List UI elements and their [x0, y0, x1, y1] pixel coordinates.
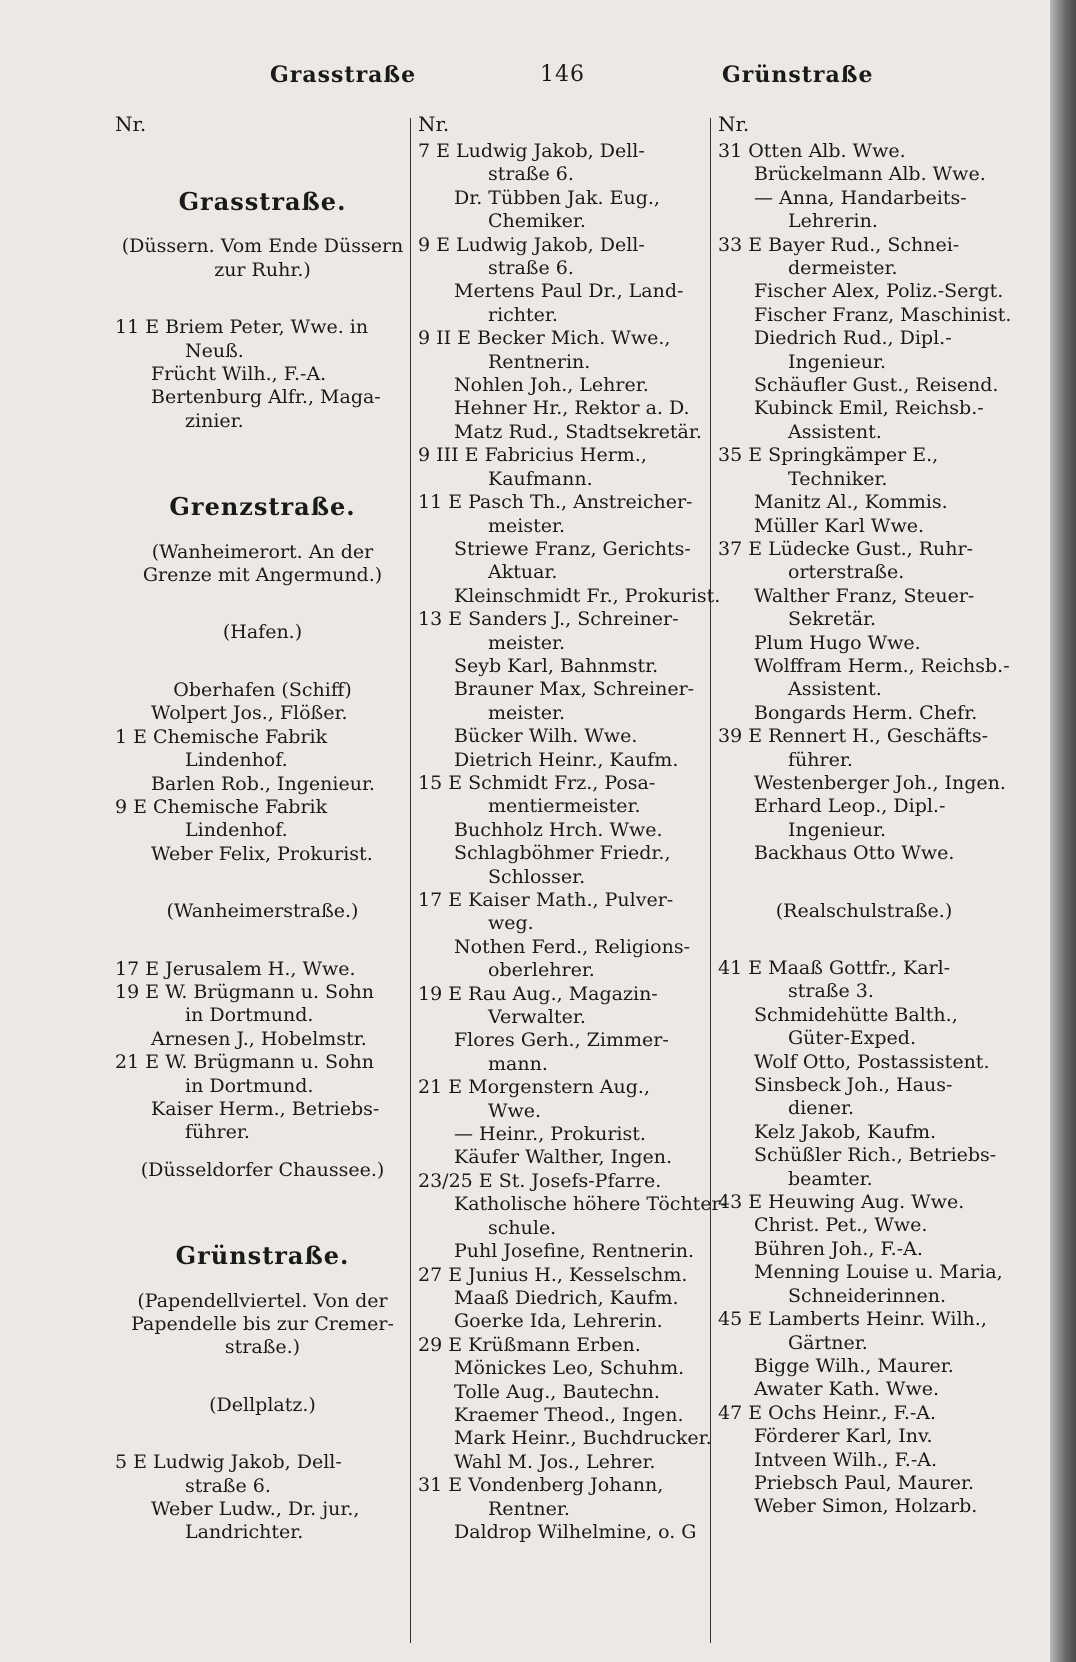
resident-entry: Buchholz Hrch. Wwe.	[454, 818, 663, 841]
house-entry: 19 E Rau Aug., Magazin-	[418, 982, 658, 1005]
resident-entry: Bigge Wilh., Maurer.	[754, 1354, 954, 1377]
column-rule-2	[710, 118, 711, 1643]
resident-entry: Schmidehütte Balth.,	[754, 1003, 958, 1026]
house-entry: 1 E Chemische Fabrik	[115, 725, 328, 748]
entry-continuation: Assistent.	[788, 678, 882, 701]
resident-entry: Awater Kath. Wwe.	[754, 1378, 940, 1401]
column-3	[718, 140, 1010, 1519]
resident-entry: Striewe Franz, Gerichts-	[454, 537, 691, 560]
column-rule-1	[410, 118, 411, 1643]
house-entry: 7 E Ludwig Jakob, Dell-	[418, 140, 645, 162]
resident-entry: Puhl Josefine, Rentnerin.	[454, 1240, 694, 1263]
resident-entry: Kelz Jakob, Kaufm.	[754, 1120, 937, 1143]
running-head-right: Grünstraße	[722, 62, 874, 88]
resident-entry: Müller Karl Wwe.	[754, 514, 925, 537]
resident-entry: Fischer Alex, Poliz.-Sergt.	[754, 280, 1004, 303]
house-entry: 9 E Chemische Fabrik	[115, 795, 328, 818]
resident-entry: Brückelmann Alb. Wwe.	[754, 163, 986, 186]
resident-entry: — Heinr., Prokurist.	[454, 1123, 646, 1146]
entry-continuation: Verwalter.	[488, 1006, 586, 1029]
resident-entry: Westenberger Joh., Ingen.	[754, 771, 1006, 794]
entry-continuation: meister.	[488, 631, 566, 654]
entry-continuation: Rentner.	[488, 1497, 570, 1520]
resident-entry: Kraemer Theod., Ingen.	[454, 1403, 684, 1426]
resident-entry: Wahl M. Jos., Lehrer.	[454, 1450, 656, 1473]
house-entry: 9 E Ludwig Jakob, Dell-	[418, 233, 645, 256]
nr-label-col3: Nr.	[718, 112, 750, 136]
house-entry: 33 E Bayer Rud., Schnei-	[718, 233, 960, 256]
entry-continuation: richter.	[488, 303, 558, 326]
street-note: Grenze mit Angermund.)	[142, 564, 383, 587]
street-note: (Realschulstraße.)	[775, 899, 953, 922]
entry-continuation: oberlehrer.	[488, 959, 595, 982]
entry-continuation: Güter-Exped.	[788, 1027, 916, 1050]
street-note: Papendelle bis zur Cremer-	[131, 1313, 394, 1335]
nr-label-col2: Nr.	[418, 112, 450, 136]
house-entry: 11 E Pasch Th., Anstreicher-	[418, 491, 693, 514]
house-entry: 45 E Lamberts Heinr. Wilh.,	[718, 1308, 987, 1331]
spacer	[115, 1182, 410, 1244]
spacer	[718, 923, 1010, 957]
house-entry: 11 E Briem Peter, Wwe. in	[115, 316, 369, 339]
house-entry: 17 E Kaiser Math., Pulver-	[418, 889, 674, 911]
entry-continuation: diener.	[788, 1097, 854, 1120]
house-entry: 43 E Heuwing Aug. Wwe.	[718, 1191, 965, 1214]
resident-entry: Nohlen Joh., Lehrer.	[454, 374, 649, 397]
entry-continuation: Kaufmann.	[488, 467, 593, 490]
entry-continuation: straße 6.	[488, 163, 574, 186]
resident-entry: Wolpert Jos., Flößer.	[151, 702, 348, 725]
entry-continuation: orterstraße.	[788, 561, 905, 584]
entry-continuation: mentiermeister.	[488, 795, 641, 818]
resident-entry: Brauner Max, Schreiner-	[454, 678, 695, 701]
running-head-left: Grasstraße	[270, 62, 417, 88]
spacer	[115, 587, 410, 621]
entry-continuation: schule.	[488, 1216, 557, 1239]
resident-entry: Weber Simon, Holzarb.	[754, 1495, 978, 1518]
entry-continuation: führer.	[185, 1121, 250, 1144]
entry-continuation: Wwe.	[488, 1099, 542, 1122]
entry-continuation: Landrichter.	[185, 1521, 304, 1544]
street-note: (Papendellviertel. Von der	[137, 1289, 388, 1312]
column-2	[418, 140, 728, 1544]
resident-entry: Erhard Leop., Dipl.-	[754, 795, 946, 818]
entry-continuation: Lehrerin.	[788, 210, 878, 233]
resident-entry: Priebsch Paul, Maurer.	[754, 1471, 975, 1494]
house-entry: 35 E Springkämper E.,	[718, 444, 939, 467]
entry-continuation: Ingenieur.	[788, 818, 886, 841]
resident-entry: Christ. Pet., Wwe.	[754, 1214, 928, 1237]
column-1	[115, 187, 410, 1545]
spacer	[115, 282, 410, 316]
street-note: zur Ruhr.)	[214, 258, 311, 281]
resident-entry: Käufer Walther, Ingen.	[454, 1146, 673, 1169]
resident-entry: Maaß Diedrich, Kaufm.	[454, 1286, 679, 1309]
street-note: (Wanheimerort. An der	[151, 540, 374, 563]
resident-entry: Schäufler Gust., Reisend.	[754, 374, 999, 397]
entry-continuation: Sekretär.	[788, 608, 877, 631]
spacer	[115, 1360, 410, 1394]
resident-entry: Barlen Rob., Ingenieur.	[151, 772, 375, 795]
resident-entry: Walther Franz, Steuer-	[754, 584, 975, 607]
entry-continuation: Schneiderinnen.	[788, 1284, 947, 1307]
street-heading: Grasstraße.	[178, 187, 347, 216]
entry-continuation: mann.	[488, 1052, 548, 1075]
entry-continuation: weg.	[488, 912, 534, 935]
nr-label-col1: Nr.	[115, 112, 147, 136]
house-entry: 39 E Rennert H., Geschäfts-	[718, 725, 989, 748]
resident-entry: Schlagböhmer Friedr.,	[454, 842, 671, 865]
street-note: (Düsseldorfer Chaussee.)	[140, 1158, 385, 1181]
house-entry: 19 E W. Brügmann u. Sohn	[115, 980, 374, 1003]
street-heading: Grünstraße.	[175, 1241, 350, 1271]
entry-continuation: beamter.	[788, 1167, 873, 1190]
house-entry: 9 III E Fabricius Herm.,	[418, 444, 647, 467]
resident-entry: Nothen Ferd., Religions-	[454, 935, 690, 958]
house-entry: 47 E Ochs Heinr., F.-A.	[718, 1401, 937, 1424]
entry-continuation: straße 6.	[185, 1474, 271, 1497]
house-entry: 41 E Maaß Gottfr., Karl-	[718, 957, 951, 979]
entry-continuation: Lindenhof.	[185, 749, 288, 772]
resident-entry: Hehner Hr., Rektor a. D.	[454, 397, 690, 420]
entry-continuation: Chemiker.	[488, 210, 586, 233]
entry-continuation: straße 6.	[488, 257, 574, 280]
spacer	[115, 1145, 410, 1159]
resident-entry: Bücker Wilh. Wwe.	[454, 725, 638, 748]
entry-continuation: meister.	[488, 701, 566, 724]
resident-entry: Wolf Otto, Postassistent.	[754, 1050, 990, 1073]
resident-entry: — Anna, Handarbeits-	[754, 186, 967, 209]
resident-entry: Flores Gerh., Zimmer-	[454, 1029, 669, 1052]
house-entry: 13 E Sanders J., Schreiner-	[418, 608, 679, 631]
street-note: (Düssern. Vom Ende Düssern	[121, 235, 404, 258]
resident-entry: Bongards Herm. Chefr.	[754, 701, 978, 724]
house-entry: 23/25 E St. Josefs-Pfarre.	[418, 1169, 662, 1192]
resident-entry: Bühren Joh., F.-A.	[754, 1237, 923, 1260]
resident-entry: Schüßler Rich., Betriebs-	[754, 1144, 997, 1167]
entry-continuation: Aktuar.	[488, 561, 558, 584]
resident-entry: Plum Hugo Wwe.	[754, 631, 921, 654]
resident-entry: Sinsbeck Joh., Haus-	[754, 1074, 953, 1097]
entry-continuation: Neuß.	[185, 339, 244, 362]
page-number: 146	[540, 62, 585, 87]
resident-entry: Matz Rud., Stadtsekretär.	[454, 420, 702, 443]
resident-entry: Mönickes Leo, Schuhm.	[454, 1357, 685, 1380]
resident-entry: Kleinschmidt Fr., Prokurist.	[454, 584, 721, 607]
resident-entry: Intveen Wilh., F.-A.	[754, 1448, 938, 1471]
entry-continuation: Rentnerin.	[488, 350, 591, 373]
entry-continuation: Techniker.	[788, 467, 888, 490]
house-entry: 17 E Jerusalem H., Wwe.	[115, 957, 356, 980]
street-note: Oberhafen (Schiff)	[173, 678, 352, 701]
entry-continuation: in Dortmund.	[185, 1074, 314, 1097]
resident-entry: Mark Heinr., Buchdrucker.	[454, 1427, 712, 1450]
resident-entry: Katholische höhere Töchter-	[454, 1193, 728, 1216]
spacer	[115, 433, 410, 495]
resident-entry: Wolffram Herm., Reichsb.-	[754, 654, 1010, 677]
resident-entry: Weber Felix, Prokurist.	[151, 842, 373, 865]
resident-entry: Frücht Wilh., F.-A.	[151, 363, 327, 386]
resident-entry: Tolle Aug., Bautechn.	[454, 1380, 660, 1403]
resident-entry: Förderer Karl, Inv.	[754, 1425, 933, 1448]
entry-continuation: zinier.	[185, 409, 244, 432]
street-note: straße.)	[224, 1336, 301, 1359]
entry-continuation: Gärtner.	[788, 1331, 868, 1354]
house-entry: 27 E Junius H., Kesselschm.	[418, 1263, 688, 1286]
house-entry: 37 E Lüdecke Gust., Ruhr-	[718, 537, 974, 560]
entry-continuation: dermeister.	[788, 257, 898, 280]
resident-entry: Seyb Karl, Bahnmstr.	[454, 654, 659, 677]
resident-entry: Dr. Tübben Jak. Eug.,	[454, 186, 660, 209]
resident-entry: Dietrich Heinr., Kaufm.	[454, 748, 679, 771]
resident-entry: Goerke Ida, Lehrerin.	[454, 1310, 663, 1333]
house-entry: 29 E Krüßmann Erben.	[418, 1333, 641, 1356]
spacer	[718, 866, 1010, 900]
street-heading: Grenzstraße.	[169, 492, 356, 522]
resident-entry: Kubinck Emil, Reichsb.-	[754, 397, 984, 420]
spacer	[115, 1417, 410, 1451]
entry-continuation: Lindenhof.	[185, 819, 288, 842]
spacer	[115, 866, 410, 900]
resident-entry: Diedrich Rud., Dipl.-	[754, 327, 952, 350]
resident-entry: Bertenburg Alfr., Maga-	[151, 386, 381, 409]
house-entry: 31 Otten Alb. Wwe.	[718, 140, 906, 162]
resident-entry: Fischer Franz, Maschinist.	[754, 303, 1012, 326]
resident-entry: Weber Ludw., Dr. jur.,	[151, 1498, 360, 1521]
resident-entry: Menning Louise u. Maria,	[754, 1261, 1003, 1284]
entry-continuation: führer.	[788, 748, 853, 771]
resident-entry: Daldrop Wilhelmine, o. G	[454, 1520, 697, 1543]
house-entry: 5 E Ludwig Jakob, Dell-	[115, 1451, 342, 1474]
house-entry: 9 II E Becker Mich. Wwe.,	[418, 327, 671, 350]
entry-continuation: in Dortmund.	[185, 1004, 314, 1027]
street-note: (Wanheimerstraße.)	[166, 900, 359, 923]
resident-entry: Mertens Paul Dr., Land-	[454, 280, 684, 303]
street-note: (Dellplatz.)	[209, 1393, 316, 1416]
resident-entry: Kaiser Herm., Betriebs-	[151, 1097, 380, 1120]
entry-continuation: Schlosser.	[488, 865, 586, 888]
book-gutter	[1050, 0, 1076, 1662]
house-entry: 21 E W. Brügmann u. Sohn	[115, 1051, 374, 1074]
house-entry: 15 E Schmidt Frz., Posa-	[418, 771, 656, 794]
entry-continuation: Ingenieur.	[788, 350, 886, 373]
resident-entry: Arnesen J., Hobelmstr.	[151, 1027, 367, 1050]
entry-continuation: meister.	[488, 514, 566, 537]
house-entry: 31 E Vondenberg Johann,	[418, 1474, 664, 1497]
street-note: (Hafen.)	[222, 621, 303, 644]
resident-entry: Manitz Al., Kommis.	[754, 491, 948, 514]
entry-continuation: Assistent.	[788, 420, 882, 443]
entry-continuation: straße 3.	[788, 980, 874, 1003]
spacer	[115, 645, 410, 679]
resident-entry: Backhaus Otto Wwe.	[754, 842, 955, 865]
house-entry: 21 E Morgenstern Aug.,	[418, 1076, 650, 1099]
spacer	[115, 924, 410, 958]
